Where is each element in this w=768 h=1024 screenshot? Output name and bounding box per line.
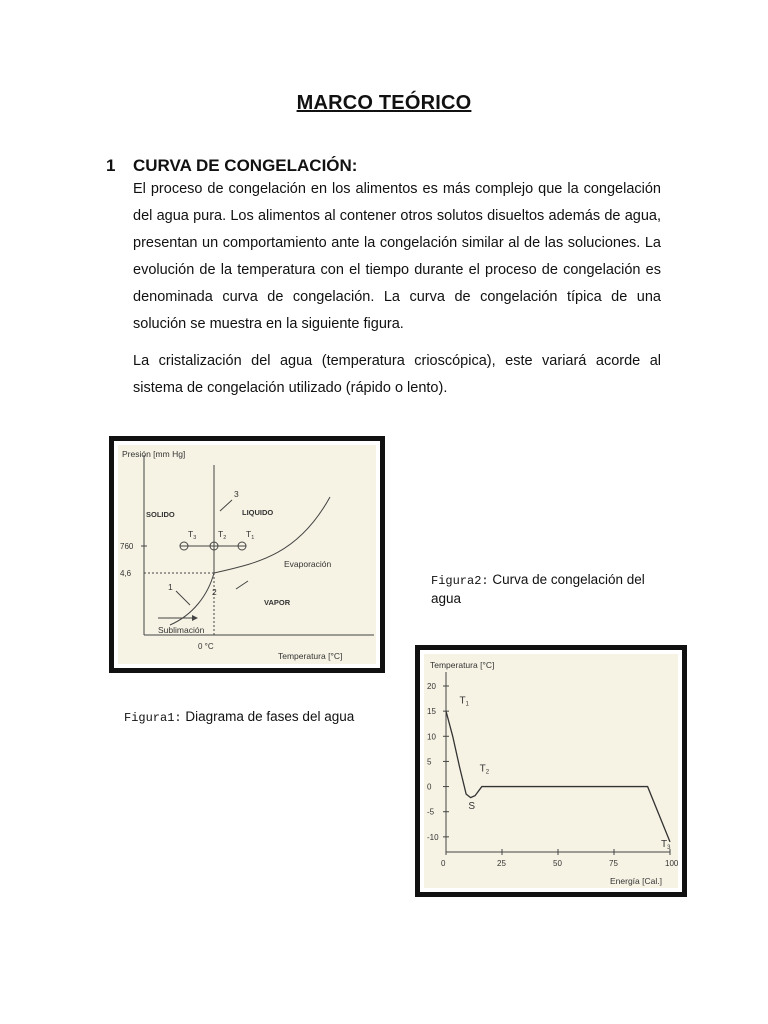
label-t1: $T_1$: [246, 529, 255, 541]
region-liquido: LIQUIDO: [242, 508, 274, 517]
paragraph-cristalizacion: La cristalización del agua (temperatura crioscópica), este variará acorde al sistema de congelación utilizado (rápido o lento).: [133, 353, 661, 396]
y-tick-label: 5: [427, 757, 432, 767]
x-tick-label: 50: [553, 859, 562, 868]
paragraph-intro: El proceso de congelación en los alimentos es más complejo que la congelación del agua pura. Los alimentos al contener otros solutos disueltos además de agua, presentan un comportamiento ante la congelación similar al de las soluciones. La evolución de la temperatura con el tiempo durante el proceso de congelación es denominada curva de congelación. La curva de congelación típica de una solución se muestra en la siguiente figura.: [133, 181, 661, 332]
zero-celsius-label: 0 °C: [198, 642, 214, 651]
chart-y-axis-label: Temperatura [°C]: [430, 660, 495, 670]
x-tick-label: 0: [441, 859, 446, 868]
figure-phase-diagram: [109, 436, 385, 673]
x-tick-label: 25: [497, 859, 506, 868]
region-vapor: VAPOR: [264, 598, 291, 607]
figure-freezing-curve: [415, 645, 687, 897]
x-axis-label: Temperatura [°C]: [278, 651, 343, 661]
section-heading: CURVA DE CONGELACIÓN:: [133, 156, 358, 175]
phase-diagram-svg: [118, 445, 376, 664]
y-tick-label: 10: [427, 732, 436, 742]
y-axis-label: Presión [mm Hg]: [122, 449, 186, 459]
annotation-t3: $T_3$: [661, 838, 671, 851]
section-number: 1: [106, 156, 116, 175]
label-evaporacion: Evaporación: [284, 559, 332, 569]
x-tick-label: 100: [665, 859, 678, 868]
label-t3: $T_3$: [188, 529, 197, 541]
tick-4-6: 4,6: [120, 569, 132, 578]
freezing-curve-chart: [424, 654, 678, 888]
figure2-caption: [431, 571, 671, 608]
label-sublimacion: Sublimación: [158, 625, 205, 635]
figure1-caption-text: Diagrama de fases del agua: [185, 709, 355, 724]
annotation-s: S: [468, 801, 476, 813]
y-tick-label: 15: [427, 707, 436, 717]
y-tick-label: -10: [427, 832, 439, 842]
tick-760: 760: [120, 542, 134, 551]
label-num-3: 3: [234, 489, 239, 499]
annotation-t2: $T_2$: [479, 763, 490, 776]
label-num-2: 2: [212, 587, 217, 597]
chart-x-axis-label: Energía [Cal.]: [610, 876, 662, 886]
label-t2: $T_2$: [218, 529, 227, 541]
y-tick-label: 0: [427, 782, 432, 792]
figure2-caption-text: Curva de congelación del agua: [431, 572, 645, 606]
x-tick-label: 75: [609, 859, 618, 868]
phase-diagram-bg: [118, 445, 376, 664]
page-title: MARCO TEÓRICO: [296, 92, 472, 114]
y-tick-label: 20: [427, 682, 436, 691]
figure1-caption-label: Figura1:: [124, 711, 182, 725]
chart-bg: [424, 654, 678, 888]
label-num-1: 1: [168, 582, 173, 592]
y-tick-label: -5: [427, 807, 435, 817]
figure1-caption: [124, 708, 364, 727]
annotation-t1: $T_1$: [459, 695, 469, 708]
figure2-caption-label: Figura2:: [431, 574, 489, 588]
region-solido: SOLIDO: [146, 510, 175, 519]
